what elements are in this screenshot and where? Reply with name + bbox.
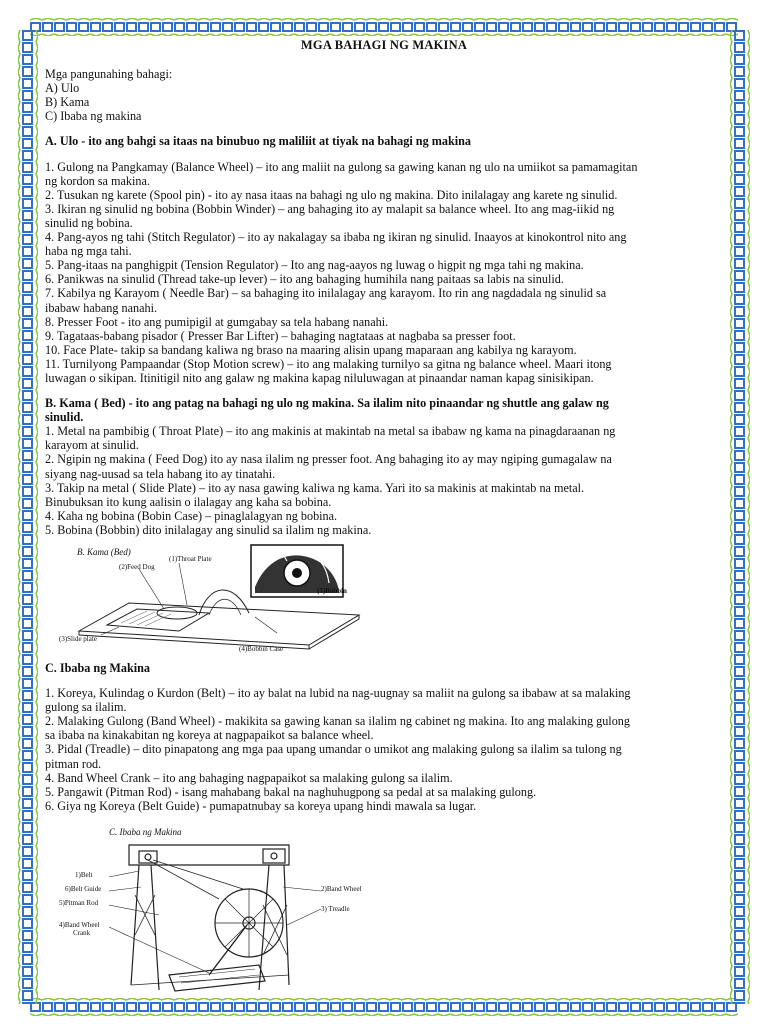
- section-a-line: ng kordon sa makina.: [45, 173, 150, 188]
- section-c-heading: C. Ibaba ng Makina: [45, 661, 150, 675]
- bed-diagram: [59, 543, 419, 655]
- section-a-line: ibabaw habang nanahi.: [45, 300, 158, 315]
- section-a-line: 7. Kabilya ng Karayom ( Needle Bar) – sa bahaging ito inilalagay ang karayom. Ito rin ang nagdadala ng sinulid sa: [45, 286, 607, 301]
- section-a-line: sinulid ng bobina.: [45, 215, 133, 230]
- intro-item: B) Kama: [45, 95, 90, 110]
- section-c-line: 1. Koreya, Kulindag o Kurdon (Belt) – ito ay balat na lubid na nag-uugnay sa maliit na gulong sa ibabaw at sa malaking: [45, 686, 631, 701]
- section-b-line: karayom at sinulid.: [45, 438, 139, 453]
- section-a-line: 6. Panikwas na sinulid (Thread take-up lever) – ito ang bahaging humihila nang paitaas sa labis na sinulid.: [45, 272, 564, 287]
- section-a-line: 10. Face Plate- takip sa bandang kaliwa ng braso na maaring alisin upang maparaan ang kabilya ng karayom.: [45, 342, 577, 357]
- section-a-line: 3. Ikiran ng sinulid ng bobina (Bobbin Winder) – ang bahaging ito ay malapit sa balance wheel. Ito ang mag-iikid ng: [45, 201, 615, 216]
- section-a-line: 2. Tusukan ng karete (Spool pin) - ito ay nasa itaas na bahagi ng ulo ng makina. Dito inilalagay ang karete ng sinulid.: [45, 187, 618, 202]
- section-a-line: 1. Gulong na Pangkamay (Balance Wheel) – ito ang maliit na gulong sa gawing kanan ng ulo na umiikot sa pamamagitan: [45, 159, 638, 174]
- section-b-line: 4. Kaha ng bobina (Bobin Case) – pinaglalagyan ng bobina.: [45, 508, 338, 523]
- section-b-heading: B. Kama ( Bed) - ito ang patag na bahagi ng ulo ng makina. Sa ilalim nito pinaandar ng shuttle ang galaw ng: [45, 396, 609, 411]
- section-c-line: sa ibaba na kinakabitan ng koreya at nagpapaikot sa balance wheel.: [45, 728, 374, 743]
- machine-stand-drawing: [59, 825, 359, 1003]
- border-top: [30, 18, 738, 36]
- feed-dog-label: (2)Feed Dog: [119, 563, 155, 571]
- document-page: [45, 38, 723, 1003]
- band-wheel-crank-label-line2: Crank: [73, 928, 91, 937]
- section-c-line: 3. Pidal (Treadle) – dito pinapatong ang mga paa upang umandar o umikot ang malaking gulong sa ilalim sa tulong ng: [45, 742, 622, 757]
- section-b-line: 2. Ngipin ng makina ( Feed Dog) ito ay nasa ilalim ng presser foot. Ang bahaging ito ay may ngiping gumagalaw na: [45, 452, 612, 467]
- section-c-line: 6. Giya ng Koreya (Belt Guide) - pumapatnubay sa koreya upang hindi mawala sa lugar.: [45, 798, 477, 813]
- band-wheel-crank-label: 4)Band Wheel: [59, 920, 100, 929]
- machine-stand-diagram: [59, 825, 362, 1003]
- section-a-line: 8. Presser Foot - ito ang pumipigil at gumgabay sa tela habang nanahi.: [45, 314, 389, 329]
- border-right: [730, 30, 750, 1004]
- bed-diagram-title: B. Kama (Bed): [77, 547, 131, 557]
- section-b-line: 5. Bobina (Bobbin) dito inilalagay ang sinulid sa ilalim ng makina.: [45, 522, 372, 537]
- section-c-line: 5. Pangawit (Pitman Rod) - isang mahabang bakal na naghuhugpong sa pedal at sa malaking gulong.: [45, 784, 537, 799]
- border-pattern-top: [30, 18, 738, 36]
- section-a-line: 11. Turnilyong Pampaandar (Stop Motion screw) – ito ang malaking turnilyo sa gitna ng balance wheel. Maari itong: [45, 356, 612, 371]
- pitman-rod-label: 5)Pitman Rod: [59, 898, 99, 907]
- section-c-line: 2. Malaking Gulong (Band Wheel) - makikita sa gawing kanan sa ilalim ng cabinet ng makina. Ito ang malaking gulong: [45, 714, 630, 729]
- stand-diagram-title: C. Ibaba ng Makina: [109, 826, 182, 837]
- section-c-line: pitman rod.: [45, 756, 102, 771]
- section-a-line: haba ng mga tahi.: [45, 244, 132, 259]
- section-a-list: [45, 160, 723, 386]
- section-b-heading: sinulid.: [45, 410, 84, 425]
- slide-plate-label: (3)Slide plate: [59, 635, 97, 643]
- band-wheel-label: 2)Band Wheel: [321, 884, 362, 893]
- page-title: MGA BAHAGI NG MAKINA: [300, 38, 468, 52]
- section-c-list: [45, 686, 723, 813]
- belt-label: 1)Belt: [75, 870, 93, 879]
- border-left: [18, 30, 38, 1004]
- throat-plate-label: (1)Throat Plate: [169, 555, 212, 563]
- intro-item: A) Ulo: [45, 81, 80, 96]
- border-pattern-left: [18, 30, 38, 1004]
- belt-guide-label: 6)Belt Guide: [65, 884, 102, 893]
- treadle-label: 3) Treadle: [321, 904, 350, 913]
- section-c-line: gulong sa ilalim.: [45, 700, 127, 715]
- intro-item: C) Ibaba ng makina: [45, 109, 142, 124]
- section-a-heading: A. Ulo - ito ang bahgi sa itaas na binubuo ng maliliit at tiyak na bahagi ng makina: [45, 134, 471, 149]
- section-c-line: 4. Band Wheel Crank – ito ang bahaging nagpapaikot sa malaking gulong sa ilalim.: [45, 770, 453, 785]
- section-b-list: [45, 424, 723, 537]
- bobbin-label: (5)Bobbin: [317, 587, 347, 595]
- section-b-line: Binubuksan ito kung aalisin o ilalagay ang kaha sa bobina.: [45, 494, 332, 509]
- section-b-line: siyang nag-uusad sa tela habang ito ay tinatahi.: [45, 466, 276, 481]
- section-a-line: 9. Tagataas-babang pisador ( Presser Bar Lifter) – bahaging nagtataas at nagbaba sa presser foot.: [45, 328, 516, 343]
- bed-drawing: [59, 543, 419, 655]
- intro-heading: Mga pangunahing bahagi:: [45, 67, 173, 82]
- section-a-line: 5. Pang-itaas na panghigpit (Tension Regulator) – Ito ang nag-aayos ng luwag o higpit ng mga tahi ng makina.: [45, 258, 584, 273]
- bobbin-case-label: (4)Bobbin Case: [239, 645, 284, 653]
- section-b-line: 1. Metal na pambibig ( Throat Plate) – ito ang makinis at makintab na metal sa ibabaw ng kama na pinagdaraanan ng: [45, 424, 616, 439]
- section-a-line: luwagan o sikipan. Itinitigil nito ang galaw ng makina kapag niluluwagan at pinaandar naman kapag sinisikipan.: [45, 370, 594, 385]
- border-pattern-right: [730, 30, 750, 1004]
- section-b-line: 3. Takip na metal ( Slide Plate) – ito ay nasa gawing kaliwa ng kama. Yari ito sa makinis at makintab na metal.: [45, 480, 585, 495]
- section-a-line: 4. Pang-ayos ng tahi (Stitch Regulator) – ito ay nakalagay sa ibaba ng ikiran ng sinulid. Inaayos at kinokontrol nito ang: [45, 230, 627, 245]
